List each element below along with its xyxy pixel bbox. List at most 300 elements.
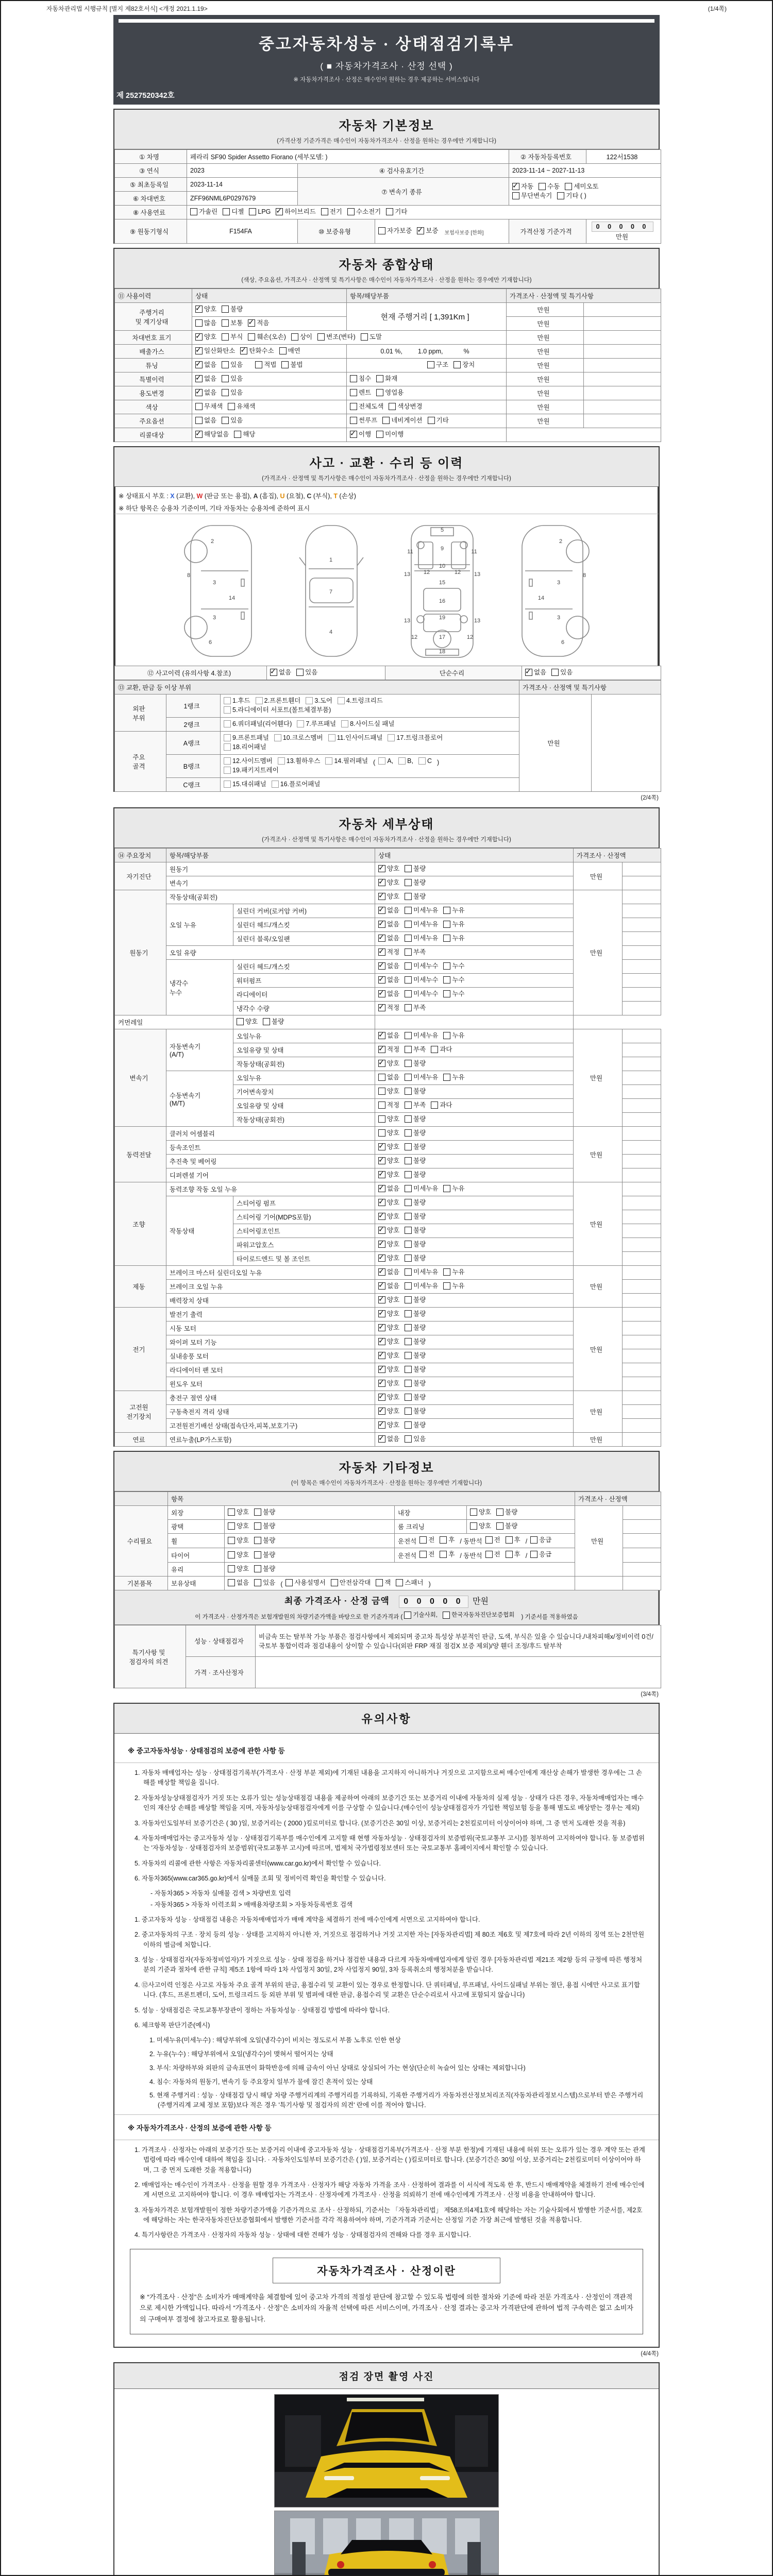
checkbox-없음[interactable] [228,1579,249,1587]
checkbox-label: 불량 [413,1213,426,1220]
checkbox-미세누유[interactable] [405,1031,438,1040]
checkbox-양호[interactable] [378,1198,399,1207]
checkbox-적법[interactable] [255,361,276,369]
checkbox-불량[interactable] [405,1407,426,1415]
value-cell [375,960,574,974]
checkbox-자동[interactable] [512,182,533,191]
checkbox-양호[interactable] [378,1226,399,1234]
text: ⑤ 최초등록일 [129,181,169,189]
checkbox-불량[interactable] [405,1240,426,1248]
checkbox-C[interactable] [418,757,432,765]
unchecked-box-icon [378,1115,385,1123]
checked-box-icon [378,893,385,900]
checkbox-양호[interactable] [378,1351,399,1360]
row-label-cell [115,372,192,386]
checkbox-양호[interactable] [378,1240,399,1248]
checkbox-7.루프패널[interactable] [297,720,336,728]
checkbox-9.프론트패널[interactable] [224,734,269,742]
checkbox-한국자동차진단보증협회[interactable] [443,1611,514,1619]
checkbox-부족[interactable] [405,1004,426,1012]
checkbox-양호[interactable] [470,1522,491,1530]
checkbox-있음[interactable] [222,416,243,425]
unchecked-box-icon [405,1255,412,1262]
checkbox-있음[interactable] [551,668,573,676]
checkbox-렌트[interactable] [350,388,371,397]
checkbox-누유[interactable] [443,1268,464,1276]
checkbox-label: 10.크로스멤버 [282,734,323,741]
checkbox-후[interactable] [506,1536,520,1544]
checkbox-잭[interactable] [376,1579,391,1587]
checkbox-불량[interactable] [254,1536,275,1545]
checkbox-누수[interactable] [443,990,464,998]
checkbox-양호[interactable] [378,1310,399,1318]
checkbox-label: 18.리어패널 [232,743,266,751]
checkbox-불량[interactable] [405,1421,426,1429]
value-cell [166,1155,375,1168]
checkbox-전기[interactable] [321,208,342,216]
checkbox-기타-(-)[interactable] [557,192,586,200]
checkbox-12.사이드멤버[interactable] [224,757,273,765]
checkbox-없음[interactable] [378,1268,399,1276]
checkbox-없음[interactable] [195,416,216,425]
checkbox-응급[interactable] [530,1536,551,1544]
checkbox-전[interactable] [419,1550,434,1558]
checkbox-가솔린[interactable] [190,208,217,216]
checkbox-있음[interactable] [222,375,243,383]
checkbox-네비게이션[interactable] [382,416,422,425]
checkbox-부족[interactable] [405,1045,426,1054]
checkbox-불량[interactable] [405,1310,426,1318]
checkbox-없음[interactable] [378,1031,399,1040]
checkbox-적정[interactable] [378,1101,399,1109]
checkbox-없음[interactable] [378,1435,399,1443]
checkbox-있음[interactable] [405,1435,426,1443]
checkbox-미세누유[interactable] [405,1282,438,1290]
checkbox-양호[interactable] [378,1143,399,1151]
table-row [115,1182,661,1196]
checkbox-일산화탄소[interactable] [195,347,235,355]
checkbox-4.트렁크리드[interactable] [338,697,383,705]
text: C랭크 [183,782,200,789]
checkbox-미세누유[interactable] [405,906,438,914]
checkbox-6.쿼더패널(리어휀다)[interactable] [224,720,292,728]
checkbox-5.라디에이터-서포트(볼트체결부품)[interactable] [224,706,331,714]
value-cell [192,289,347,303]
checkbox-양호[interactable] [378,1129,399,1137]
checkbox-양호[interactable] [378,1171,399,1179]
checkbox-응급[interactable] [530,1550,551,1558]
checkbox-label: 3.도어 [314,697,332,704]
caution-item: - 자동차365 > 자동차 이력조회 > 매매용차량조회 > 자동차등록번호 검색 [150,1901,353,1909]
text: 만원 [537,348,550,355]
text: 항목/해당부품 [350,293,389,300]
checkbox-label: 사용설명서 [294,1579,326,1586]
checkbox-영업용[interactable] [376,388,404,397]
checkbox-양호[interactable] [378,1324,399,1332]
checkbox-양호[interactable] [378,1087,399,1095]
checkbox-적정[interactable] [378,948,399,956]
table-row [115,1127,661,1141]
basic-info-title: 자동차 기본정보 [339,119,434,133]
row-label-cell [115,732,166,792]
checkbox-10.크로스멤버[interactable] [274,734,323,742]
checkbox-label: 5.라디에이터 서포트(볼트체결부품) [232,706,331,714]
checkbox-이행[interactable] [350,430,371,438]
svg-text:12: 12 [411,634,417,640]
value-cell [575,1492,661,1506]
checkbox-부족[interactable] [405,1101,426,1109]
text: 만원 [590,1436,603,1444]
checkbox-자가보증[interactable] [378,227,412,235]
checkbox-미세누수[interactable] [405,990,438,998]
checkbox-미세누유[interactable] [405,1184,438,1193]
text: 가격산정 기준가격 [520,228,572,235]
checkbox-세미오토[interactable] [565,182,598,191]
checkbox-스패너[interactable] [396,1579,423,1587]
checkbox-없음[interactable] [378,920,399,928]
checkbox-label: 기타 ( ) [566,192,586,199]
checkbox-불량[interactable] [405,892,426,901]
checkbox-부족[interactable] [405,948,426,956]
checkbox-무채색[interactable] [195,402,223,411]
checkbox-미세누유[interactable] [405,1073,438,1081]
detail-title: 자동차 세부상태 [339,818,434,832]
value-cell [395,1548,575,1563]
checkbox-누유[interactable] [443,934,464,942]
checkbox-양호[interactable] [378,1059,399,1067]
value-cell [623,1548,661,1563]
checkbox-불량[interactable] [263,1018,284,1026]
checkbox-사용설명서[interactable] [285,1579,325,1587]
checkbox-있음[interactable] [254,1579,275,1587]
checkbox-매연[interactable] [279,347,300,355]
value-cell [623,904,661,918]
checkbox-없음[interactable] [195,361,216,369]
checkbox-누유[interactable] [443,906,464,914]
checkbox-장치[interactable] [453,361,475,369]
checkbox-양호[interactable] [228,1551,249,1559]
checkbox-18.리어패널[interactable] [224,743,266,751]
checkbox-8.사이드실-패널[interactable] [341,720,394,728]
checkbox-13.휠하우스[interactable] [278,757,321,765]
value-cell [375,1057,574,1071]
checkbox-누유[interactable] [443,920,464,928]
checkbox-불량[interactable] [405,1143,426,1151]
checkbox-label: 양호 [387,1394,400,1401]
checkbox-17.트렁크플로어[interactable] [388,734,443,742]
checkbox-후[interactable] [506,1550,520,1558]
caution-item: 3. 자동차인도일부터 보증기간은 ( 30 )일, 보증거리는 ( 2000 )킬로미터로 합니다. (보증기간은 30일 이상, 보증거리는 2천킬로미터 이상이어야 하며, 그 중 먼저 도래한 것을 적용) [135,1819,626,1827]
value-cell [375,946,574,960]
checkbox-구조[interactable] [427,361,448,369]
checkbox-미세누유[interactable] [405,1268,438,1276]
checkbox-불량[interactable] [405,1087,426,1095]
checkbox-양호[interactable] [237,1018,258,1026]
checkbox-양호[interactable] [378,1254,399,1262]
checkbox-LPG[interactable] [249,208,271,216]
checkbox-해당[interactable] [234,430,255,438]
checkbox-유채색[interactable] [228,402,255,411]
checkbox-불량[interactable] [405,865,426,873]
checkbox-label: 적정 [387,948,400,956]
checkbox-적정[interactable] [378,1045,399,1054]
checkbox-해당없음[interactable] [195,430,229,438]
svg-text:2: 2 [559,538,562,545]
checkbox-도말[interactable] [361,333,382,341]
unchecked-box-icon [418,757,426,765]
text: 스티어링 펌프 [237,1200,276,1207]
checkbox-보통[interactable] [222,319,243,327]
checkbox-불량[interactable] [405,1171,426,1179]
value-cell [375,1224,574,1238]
checkbox-썬루프[interactable] [350,416,377,425]
checkbox-양호[interactable] [378,892,399,901]
checkbox-없음[interactable] [378,934,399,942]
checkbox-적정[interactable] [378,1004,399,1012]
unchecked-box-icon [405,1310,412,1317]
unchecked-box-icon [405,1199,412,1206]
checkbox-부식[interactable] [222,333,243,341]
checkbox-없음[interactable] [378,1073,399,1081]
checkbox-디젤[interactable] [223,208,244,216]
checkbox-양호[interactable] [470,1508,491,1516]
checkbox-수소전기[interactable] [347,208,381,216]
value-cell [584,359,661,372]
checkbox-없음[interactable] [378,906,399,914]
checkbox-없음[interactable] [525,668,546,676]
unchecked-box-icon [405,879,412,886]
checkbox-2.프론트휀더[interactable] [256,697,301,705]
checkbox-불량[interactable] [405,1157,426,1165]
checkbox-변조(변타)[interactable] [317,333,356,341]
checkbox-누수[interactable] [443,976,464,984]
checkbox-보증[interactable] [417,227,438,235]
price-cell [574,890,623,1015]
checkbox-전[interactable] [485,1550,500,1558]
checkbox-하이브리드[interactable] [276,208,315,216]
checked-box-icon [378,1143,385,1150]
checkbox-전체도색[interactable] [350,402,383,411]
checkbox-적음[interactable] [248,319,269,327]
checkbox-14.필러패널[interactable] [325,757,368,765]
checkbox-불량[interactable] [405,1198,426,1207]
checkbox-label: 없음 [387,1268,400,1276]
checkbox-불량[interactable] [405,1212,426,1221]
text: B랭크 [183,763,200,770]
value-cell [347,345,507,359]
table-row [115,1029,661,1043]
checkbox-양호[interactable] [378,1337,399,1346]
checkbox-양호[interactable] [378,1115,399,1123]
checkbox-없음[interactable] [378,976,399,984]
checkbox-수동[interactable] [539,182,560,191]
checkbox-미세누수[interactable] [405,962,438,970]
checkbox-label: 있음 [230,389,243,396]
checkbox-불량[interactable] [254,1565,275,1573]
checkbox-양호[interactable] [195,333,216,341]
checkbox-미세누유[interactable] [405,920,438,928]
checkbox-양호[interactable] [378,865,399,873]
checkbox-양호[interactable] [378,1393,399,1401]
text: 브레이크 마스터 실린더오일 누유 [170,1269,262,1277]
checkbox-불량[interactable] [254,1551,275,1559]
checkbox-1.후드[interactable] [224,697,250,705]
checkbox-불량[interactable] [405,1393,426,1401]
checkbox-탄화수소[interactable] [240,347,274,355]
checkbox-15.대쉬패널[interactable] [224,780,266,788]
checkbox-label: 1.후드 [232,697,250,704]
checked-box-icon [195,375,203,382]
car-view-top [291,521,371,660]
checkbox-전[interactable] [485,1536,500,1544]
document-title: 중고자동차성능 · 상태점검기록부 [258,35,515,53]
value-cell [522,666,661,680]
checkbox-없음[interactable] [378,962,399,970]
checkbox-label: 부족 [413,1046,426,1053]
checkbox-없음[interactable] [195,388,216,397]
checkbox-label: 영업용 [385,389,404,396]
checkbox-색상변경[interactable] [389,402,422,411]
checkbox-있음[interactable] [296,668,317,676]
checkbox-무단변속기[interactable] [512,192,552,200]
checkbox-불량[interactable] [405,1379,426,1387]
checkbox-불량[interactable] [254,1508,275,1516]
checkbox-label: 응급 [539,1551,552,1558]
checkbox-양호[interactable] [195,305,216,313]
row-label-cell [298,178,509,206]
value-cell [375,1405,574,1419]
checkbox-기타[interactable] [386,208,407,216]
checkbox-양호[interactable] [378,1421,399,1429]
checkbox-label: 많음 [204,319,217,327]
checkbox-양호[interactable] [378,1157,399,1165]
checkbox-있음[interactable] [222,388,243,397]
checkbox-11.인사이드패널[interactable] [328,734,383,742]
value-cell [166,876,375,890]
checkbox-양호[interactable] [378,1379,399,1387]
checkbox-없음[interactable] [270,668,291,676]
page-marker-1: (1/4쪽) [708,5,727,12]
checkbox-불량[interactable] [405,878,426,887]
checkbox-label: 부식 [230,333,243,341]
photo-list [274,2394,499,2576]
checkbox-불량[interactable] [405,1296,426,1304]
checkbox-불량[interactable] [405,1115,426,1123]
checkbox-양호[interactable] [378,1365,399,1374]
checkbox-불량[interactable] [405,1365,426,1374]
checkbox-A,[interactable] [378,757,393,765]
checkbox-누유[interactable] [443,1073,464,1081]
checkbox-상이[interactable] [291,333,312,341]
row-label-cell [115,666,267,680]
checkbox-label: 불량 [413,1115,426,1123]
checkbox-없음[interactable] [195,375,216,383]
checkbox-미세누유[interactable] [405,934,438,942]
checkbox-누수[interactable] [443,962,464,970]
checkbox-불량[interactable] [405,1324,426,1332]
checkbox-기술사회,[interactable] [404,1611,438,1619]
checkbox-불량[interactable] [254,1522,275,1530]
checkbox-후[interactable] [440,1536,455,1544]
checkbox-화재[interactable] [376,375,397,383]
checkbox-불량[interactable] [405,1351,426,1360]
text: 원동기 [129,950,148,957]
checkbox-3.도어[interactable] [306,697,332,705]
checkbox-불량[interactable] [405,1254,426,1262]
checkbox-과다[interactable] [431,1101,452,1109]
checkbox-누유[interactable] [443,1031,464,1040]
svg-text:4: 4 [329,629,332,635]
checkbox-안전삼각대[interactable] [331,1579,371,1587]
checkbox-불량[interactable] [222,305,243,313]
unchecked-box-icon [382,417,390,424]
checkbox-미이행[interactable] [376,430,404,438]
checkbox-미세누수[interactable] [405,976,438,984]
checkbox-label: 응급 [539,1536,552,1544]
checkbox-양호[interactable] [228,1565,249,1573]
checkbox-기타[interactable] [428,416,449,425]
checkbox-불량[interactable] [496,1522,517,1530]
text: 오일누유 [237,1075,262,1082]
checkbox-불량[interactable] [405,1059,426,1067]
checkbox-양호[interactable] [378,878,399,887]
value-cell [168,1534,225,1548]
value-cell [168,1563,225,1577]
checkbox-양호[interactable] [378,1212,399,1221]
checkbox-없음[interactable] [378,1184,399,1193]
checkbox-후[interactable] [440,1550,455,1558]
checkbox-많음[interactable] [195,319,216,327]
unchecked-box-icon [378,1074,385,1081]
row-label-cell [166,694,221,718]
checkbox-누유[interactable] [443,1282,464,1290]
document-subtitle: ( ■ 자동차가격조사 · 산정 선택 ) [320,61,453,71]
svg-text:5: 5 [440,527,444,533]
checkbox-19.패키지트레이[interactable] [224,766,279,774]
checkbox-침수[interactable] [350,375,371,383]
checkbox-불법[interactable] [281,361,303,369]
checkbox-없음[interactable] [378,1282,399,1290]
checkbox-B,[interactable] [398,757,413,765]
checkbox-16.플로어패널[interactable] [272,780,321,788]
value-cell [166,1029,233,1071]
checkbox-양호[interactable] [228,1508,249,1516]
value-cell [233,1113,375,1127]
checkbox-양호[interactable] [228,1522,249,1530]
checkbox-양호[interactable] [378,1296,399,1304]
checkbox-불량[interactable] [405,1129,426,1137]
text: 오일 유량 [170,950,196,957]
checkbox-label: 과다 [440,1046,452,1053]
checkbox-누유[interactable] [443,1184,464,1193]
checkbox-불량[interactable] [496,1508,517,1516]
checkbox-전[interactable] [419,1536,434,1544]
checkbox-불량[interactable] [405,1337,426,1346]
checkbox-없음[interactable] [378,990,399,998]
checkbox-있음[interactable] [222,361,243,369]
checkbox-불량[interactable] [405,1226,426,1234]
value-cell [623,1002,661,1015]
unchecked-box-icon [228,1509,235,1516]
checkbox-과다[interactable] [431,1045,452,1054]
unchecked-box-icon [405,1101,412,1109]
checkbox-양호[interactable] [378,1407,399,1415]
value-cell [623,1294,661,1308]
checkbox-훼손(오손)[interactable] [248,333,286,341]
checkbox-label: 9.프론트패널 [232,734,269,741]
checkbox-양호[interactable] [228,1536,249,1545]
value-cell [187,219,298,244]
